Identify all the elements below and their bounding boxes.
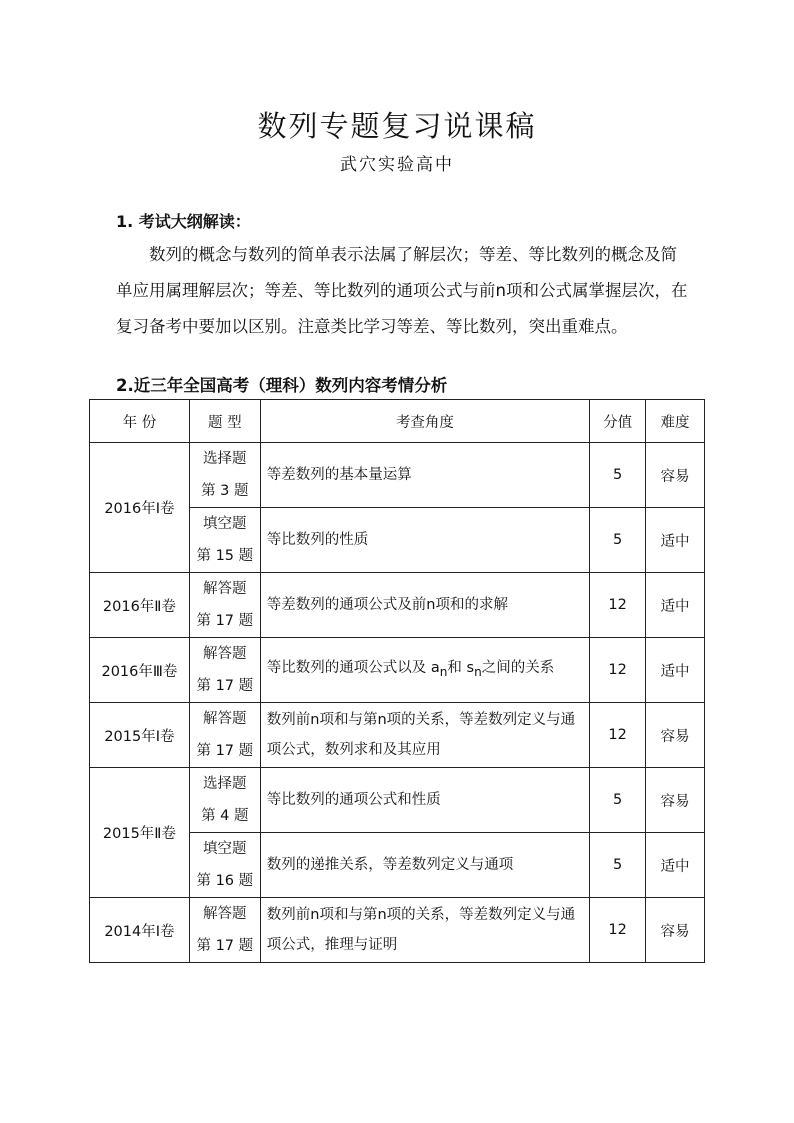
- table-row: [90, 443, 705, 508]
- section-2-heading: 2.近三年全国高考（理科）数列内容考情分析: [116, 376, 448, 395]
- header-type: 题 型: [189, 400, 260, 443]
- score-cell: 12: [590, 898, 646, 963]
- difficulty-cell: 容易: [646, 898, 705, 963]
- angle-cell: 等比数列的通项公式和性质: [260, 768, 589, 833]
- score-cell: 5: [590, 768, 646, 833]
- type-cell: 解答题 第 17 题: [189, 703, 260, 768]
- score-cell: 5: [590, 833, 646, 898]
- score-cell: 12: [590, 703, 646, 768]
- difficulty-cell: 容易: [646, 443, 705, 508]
- header-score: 分值: [590, 400, 646, 443]
- document-title: 数列专题复习说课稿: [257, 109, 537, 143]
- difficulty-cell: 容易: [646, 703, 705, 768]
- angle-cell: 数列前n项和与第n项的关系，等差数列定义与通项公式，推理与证明: [260, 898, 589, 963]
- score-cell: 5: [590, 443, 646, 508]
- angle-cell: 等差数列的通项公式及前n项和的求解: [260, 573, 589, 638]
- section-1-body: 数列的概念与数列的简单表示法属了解层次；等差、等比数列的概念及简单应用属理解层次；等差、等比数列的通项公式与前n项和公式属掌握层次，在复习备考中要加以区别。注意类比学习等差、等比数列，突出重难点。: [116, 245, 688, 336]
- header-year: 年 份: [90, 400, 190, 443]
- type-cell: 解答题 第 17 题: [189, 573, 260, 638]
- table-row: [90, 703, 705, 768]
- angle-cell: 等比数列的性质: [260, 508, 589, 573]
- angle-cell: 等差数列的基本量运算: [260, 443, 589, 508]
- table-row: [90, 898, 705, 963]
- type-cell: 选择题 第 3 题: [189, 443, 260, 508]
- header-angle: 考查角度: [260, 400, 589, 443]
- type-cell: 填空题 第 16 题: [189, 833, 260, 898]
- year-cell: 2016年Ⅱ卷: [90, 573, 190, 638]
- section-1-heading: 1. 考试大纲解读：: [116, 212, 251, 231]
- table-row: [90, 573, 705, 638]
- year-cell: 2014年Ⅰ卷: [90, 898, 190, 963]
- year-cell: 2015年Ⅰ卷: [90, 703, 190, 768]
- score-cell: 12: [590, 638, 646, 703]
- school-name: 武穴实验高中: [340, 155, 454, 175]
- angle-cell: 数列前n项和与第n项的关系，等差数列定义与通项公式，数列求和及其应用: [260, 703, 589, 768]
- type-cell: 填空题 第 15 题: [189, 508, 260, 573]
- score-cell: 12: [590, 573, 646, 638]
- table-row: [90, 768, 705, 833]
- angle-cell: 等比数列的通项公式以及 $a_n$和 $s_n$之间的关系: [260, 638, 589, 703]
- angle-cell: 数列的递推关系，等差数列定义与通项: [260, 833, 589, 898]
- difficulty-cell: 适中: [646, 833, 705, 898]
- exam-analysis-table: [89, 399, 705, 963]
- difficulty-cell: 适中: [646, 573, 705, 638]
- header-difficulty: 难度: [646, 400, 705, 443]
- difficulty-cell: 容易: [646, 768, 705, 833]
- year-cell: 2016年Ⅰ卷: [90, 443, 190, 573]
- year-cell: 2016年Ⅲ卷: [90, 638, 190, 703]
- difficulty-cell: 适中: [646, 638, 705, 703]
- difficulty-cell: 适中: [646, 508, 705, 573]
- year-cell: 2015年Ⅱ卷: [90, 768, 190, 898]
- type-cell: 解答题 第 17 题: [189, 638, 260, 703]
- table-row: [90, 638, 705, 703]
- table-header-row: [90, 400, 705, 443]
- type-cell: 选择题 第 4 题: [189, 768, 260, 833]
- type-cell: 解答题 第 17 题: [189, 898, 260, 963]
- score-cell: 5: [590, 508, 646, 573]
